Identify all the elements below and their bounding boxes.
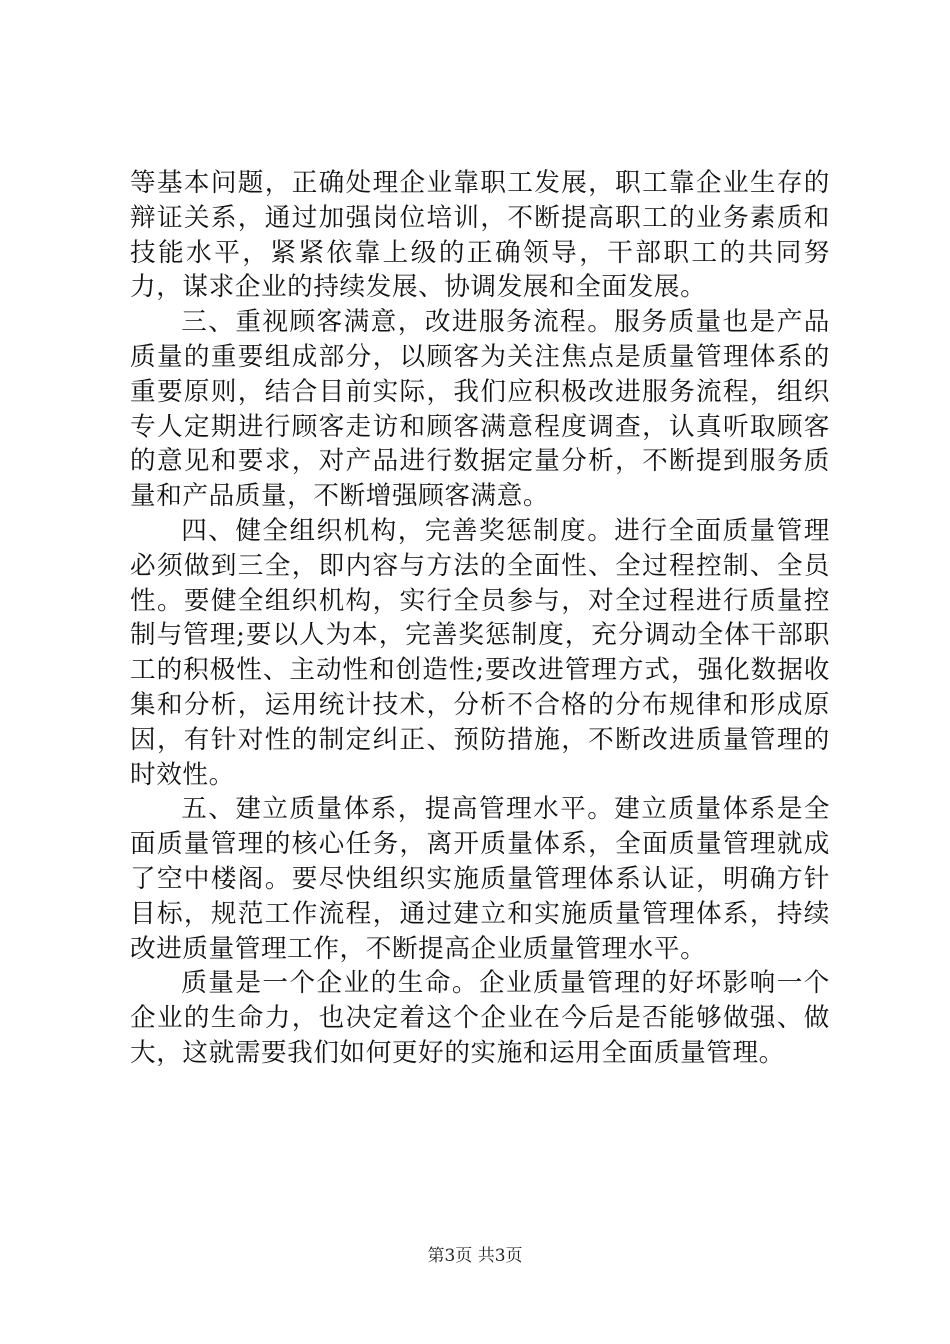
page-number-footer: 第3页 共3页 <box>427 1246 523 1266</box>
document-body <box>130 166 830 1071</box>
paragraph-section-three: 三、重视顾客满意，改进服务流程。服务质量也是产品质量的重要组成部分，以顾客为关注焦点是质量管理体系的重要原则，结合目前实际，我们应积极改进服务流程，组织专人定期进行顾客走访和顾客满意程度调查，认真听取顾客的意见和要求，对产品进行数据定量分析，不断提到服务质量和产品质量，不断增强顾客满意。 <box>130 307 830 512</box>
paragraph-section-four: 四、健全组织机构，完善奖惩制度。进行全面质量管理必须做到三全，即内容与方法的全面性、全过程控制、全员性。要健全组织机构，实行全员参与，对全过程进行质量控制与管理;要以人为本，完善奖惩制度，充分调动全体干部职工的积极性、主动性和创造性;要改进管理方式，强化数据收集和分析，运用统计技术，分析不合格的分布规律和形成原因，有针对性的制定纠正、预防措施，不断改进质量管理的时效性。 <box>130 515 830 790</box>
paragraph-continuation: 等基本问题，正确处理企业靠职工发展，职工靠企业生存的辩证关系，通过加强岗位培训，不断提高职工的业务素质和技能水平，紧紧依靠上级的正确领导，干部职工的共同努力，谋求企业的持续发展、协调发展和全面发展。 <box>130 168 830 303</box>
paragraph-section-five: 五、建立质量体系，提高管理水平。建立质量体系是全面质量管理的核心任务，离开质量体系，全面质量管理就成了空中楼阁。要尽快组织实施质量管理体系认证，明确方针目标，规范工作流程，通过建立和实施质量管理体系，持续改进质量管理工作，不断提高企业质量管理水平。 <box>130 794 830 964</box>
paragraph-conclusion: 质量是一个企业的生命。企业质量管理的好坏影响一个企业的生命力，也决定着这个企业在今后是否能够做强、做大，这就需要我们如何更好的实施和运用全面质量管理。 <box>130 968 830 1068</box>
